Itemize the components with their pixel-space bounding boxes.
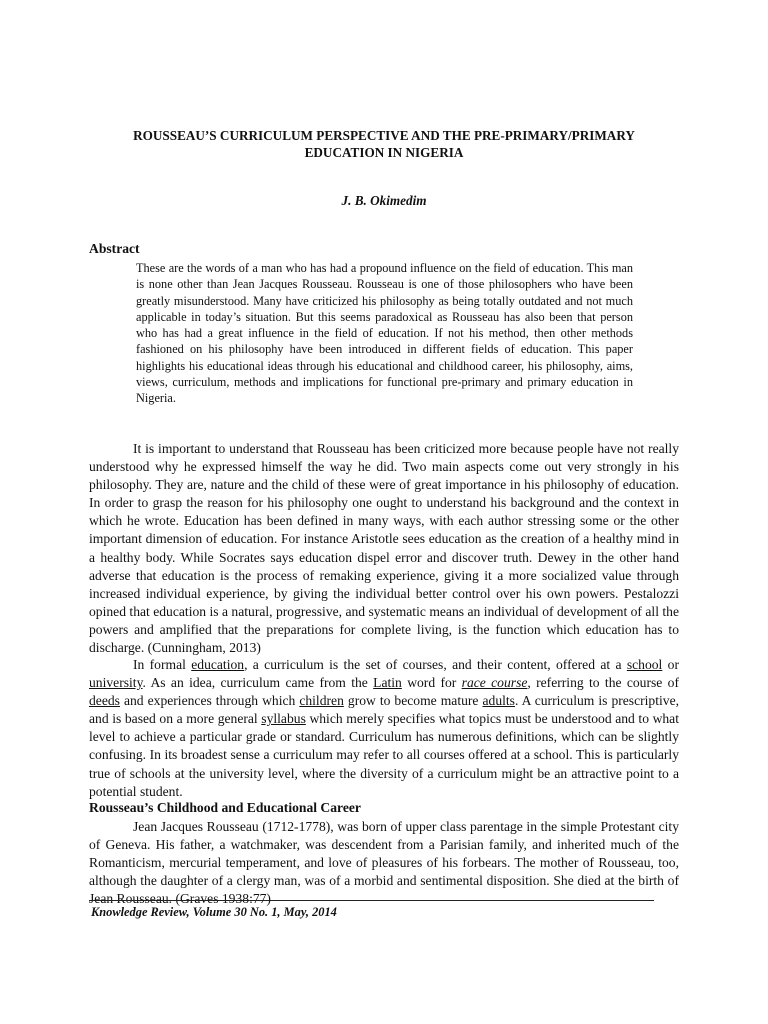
text-run: . As an idea, curriculum came from the <box>142 675 374 691</box>
paper-title: ROUSSEAU’S CURRICULUM PERSPECTIVE AND THE PRE-PRIMARY/PRIMARY EDUCATION IN NIGERIA <box>133 128 635 160</box>
author-name: J. B. Okimedim <box>341 193 427 208</box>
text-run: or <box>662 657 679 672</box>
footer-divider <box>89 900 654 901</box>
text-run: which merely specifies what topics must be understood and to what level to achieve a particular grade or standard. Curriculum has numerous definitions, which can be slightly confusing. In its broadest sense a curriculum may refer to all courses offered at a school. This is particularly true of schools at the university level, where the diversity of a curriculum might be an attractive point to a potential student. <box>89 711 679 799</box>
abstract-heading: Abstract <box>89 241 140 256</box>
text-run: , a curriculum is the set of courses, and their content, offered at a <box>244 657 627 672</box>
text-run: In formal <box>133 657 192 672</box>
link-deeds[interactable]: deeds <box>89 693 120 709</box>
body-paragraph-intro: It is important to understand that Rousseau has been criticized more because people have not really understood why he expressed himself the way he did. Two main aspects come out very strongly in his philosophy. They are, nature and the child of these were of great importance in his philosophy of education. In order to grasp the reason for his philosophy one ought to understand his background and the context in which he wrote. Education has been defined in many ways, with each author stressing some or the other important dimension of education. For instance Aristotle sees education as the creation of a healthy mind in a healthy body. While Socrates says education dispel error and discover truth. Dewey in the other hand adverse that education is the process of remaking experience, giving it a more socialized value through increased individual experience, by giving the individual better control over his own powers. Pestalozzi opined that education is a natural, progressive, and systematic means an individual of development of all the powers and amplified that the preparations for complete living, is the function which education has to discharge. (Cunningham, 2013) <box>89 441 679 656</box>
link-adults[interactable]: adults <box>482 693 515 709</box>
text-run: word for <box>401 675 462 691</box>
link-latin[interactable]: Latin <box>373 675 402 691</box>
link-school[interactable]: school <box>626 657 663 672</box>
text-run: . A curriculum is prescriptive, and is based on a more general <box>89 693 680 727</box>
body-paragraph-curriculum <box>89 656 679 801</box>
link-syllabus[interactable]: syllabus <box>261 711 306 727</box>
link-education[interactable]: education <box>191 657 245 672</box>
link-children[interactable]: children <box>299 693 344 709</box>
body-paragraph-childhood: Jean Jacques Rousseau (1712-1778), was born of upper class parentage in the simple Protestant city of Geneva. His father, a watchmaker, was descendent from a Parisian family, and inherited much of the Romanticism, mercurial temperament, and love of pleasures of his forbears. The mother of Rousseau, too, although the daughter of a clergy man, was of a morbid and sentimental disposition. She died at the birth of Jean Rousseau. (Graves 1938:77) <box>89 819 679 907</box>
link-university[interactable]: university <box>89 675 143 691</box>
abstract-text: These are the words of a man who has had a propound influence on the field of education. This man is none other than Jean Jacques Rousseau. Rousseau is one of those philosophers who have been greatly misunderstood. Many have criticized his philosophy as being totally outdated and not much applicable in today’s situation. But this seems paradoxical as Rousseau has also been that person who has had a great influence in the field of education. If not his method, then other methods fashioned on his philosophy have been introduced in different fields of education. This paper highlights his educational ideas through his educational and childhood career, his philosophy, aims, views, curriculum, methods and implications for functional pre-primary and primary education in Nigeria. <box>136 261 633 406</box>
text-run: and experiences through which <box>119 693 300 709</box>
text-run: , referring to the course of <box>527 675 679 691</box>
text-run: grow to become mature <box>343 693 483 709</box>
section-heading: Rousseau’s Childhood and Educational Career <box>89 800 361 815</box>
link-race-course[interactable]: race course <box>461 675 528 691</box>
journal-footer: Knowledge Review, Volume 30 No. 1, May, 2014 <box>91 905 337 919</box>
